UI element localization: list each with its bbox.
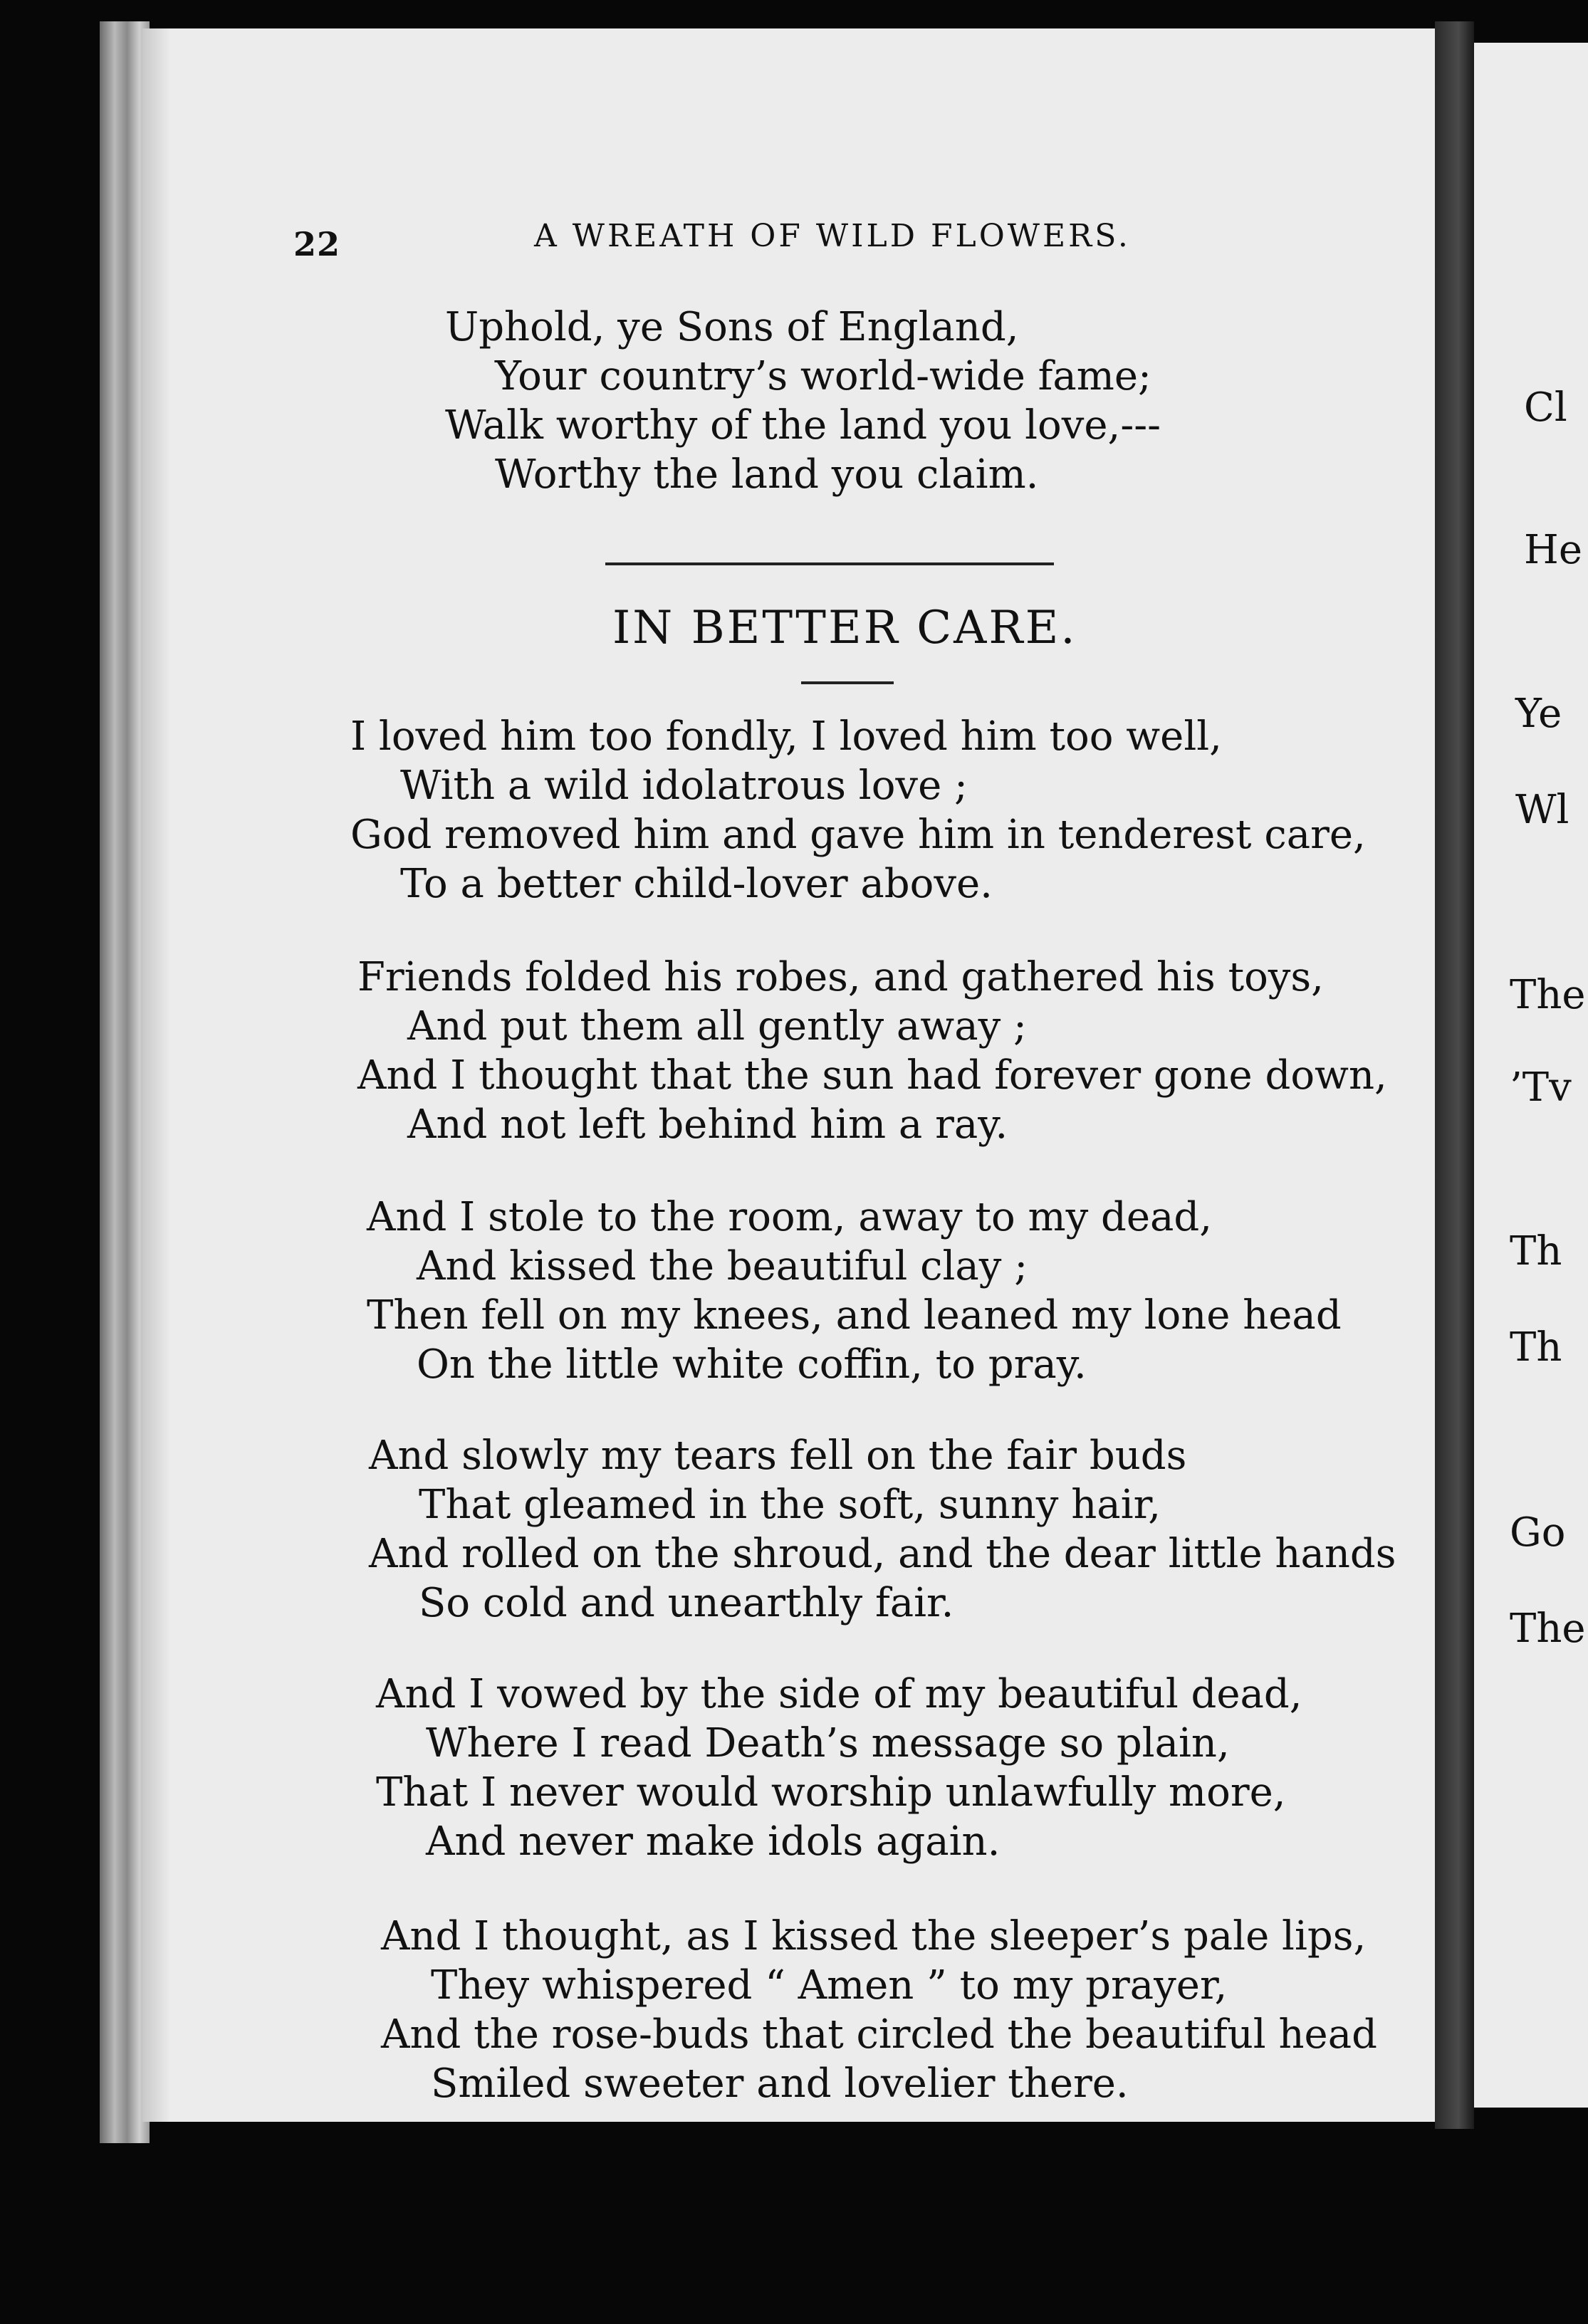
running-head: A WREATH OF WILD FLOWERS. bbox=[534, 218, 1131, 254]
verse-line: And never make idols again. bbox=[426, 1818, 1001, 1865]
section-divider bbox=[605, 562, 1054, 565]
verse-line: And the rose-buds that circled the beautiful head bbox=[381, 2011, 1377, 2058]
verse-line: That gleamed in the soft, sunny hair, bbox=[419, 1482, 1161, 1528]
facing-fragment: Wl bbox=[1515, 787, 1569, 833]
facing-fragment: The bbox=[1510, 1606, 1586, 1652]
verse-line: Then fell on my knees, and leaned my lone head bbox=[367, 1292, 1342, 1339]
verse-line: I loved him too fondly, I loved him too well, bbox=[350, 713, 1222, 760]
verse-line: And not left behind him a ray. bbox=[407, 1101, 1008, 1148]
facing-page bbox=[1474, 43, 1588, 2108]
verse-line: That I never would worship unlawfully more, bbox=[376, 1769, 1286, 1816]
verse-line: With a wild idolatrous love ; bbox=[400, 763, 968, 809]
stanza bbox=[367, 1193, 1342, 1389]
poem-title: IN BETTER CARE. bbox=[612, 602, 1077, 654]
facing-fragment: ’Tv bbox=[1510, 1064, 1572, 1111]
verse-line: Smiled sweeter and lovelier there. bbox=[431, 2061, 1129, 2107]
verse-line: Friends folded his robes, and gathered his toys, bbox=[357, 954, 1324, 1000]
facing-fragment: Th bbox=[1510, 1324, 1562, 1371]
verse-line: Uphold, ye Sons of England, bbox=[445, 304, 1019, 350]
facing-fragment: The bbox=[1510, 972, 1586, 1018]
verse-line: And I thought that the sun had forever gone down, bbox=[357, 1052, 1387, 1099]
stanza bbox=[357, 953, 1387, 1149]
verse-line: They whispered “ Amen ” to my prayer, bbox=[431, 1962, 1228, 2009]
verse-line: And kissed the beautiful clay ; bbox=[417, 1243, 1028, 1289]
page-number: 22 bbox=[293, 225, 341, 263]
stanza bbox=[350, 712, 1366, 909]
stanza bbox=[376, 1670, 1302, 1866]
facing-fragment: He bbox=[1524, 527, 1582, 573]
verse-line: And I vowed by the side of my beautiful dead, bbox=[376, 1671, 1302, 1717]
verse-line: And I thought, as I kissed the sleeper’s pale lips, bbox=[381, 1913, 1367, 1959]
verse-line: Walk worthy of the land you love,--- bbox=[445, 402, 1161, 449]
verse-line: And I stole to the room, away to my dead, bbox=[367, 1194, 1213, 1240]
verse-line: God removed him and gave him in tenderest care, bbox=[350, 812, 1366, 858]
facing-fragment: Cl bbox=[1524, 384, 1567, 431]
stanza bbox=[369, 1431, 1396, 1628]
facing-fragment: Go bbox=[1510, 1509, 1566, 1556]
verse-line: And put them all gently away ; bbox=[407, 1003, 1027, 1050]
verse-line: Where I read Death’s message so plain, bbox=[426, 1720, 1230, 1766]
verse-line: On the little white coffin, to pray. bbox=[417, 1341, 1087, 1388]
stanza bbox=[381, 1912, 1377, 2108]
verse-line: And rolled on the shroud, and the dear little hands bbox=[369, 1531, 1396, 1577]
book-gutter bbox=[1435, 21, 1474, 2129]
verse-line: To a better child-lover above. bbox=[400, 861, 993, 907]
title-rule bbox=[801, 681, 894, 684]
facing-fragment: Th bbox=[1510, 1228, 1562, 1274]
opening-stanza bbox=[445, 303, 1161, 499]
facing-fragment: Ye bbox=[1515, 691, 1562, 737]
verse-line: So cold and unearthly fair. bbox=[419, 1580, 954, 1626]
verse-line: Worthy the land you claim. bbox=[495, 451, 1039, 498]
verse-line: Your country’s world-wide fame; bbox=[495, 353, 1151, 399]
verse-line: And slowly my tears fell on the fair buds bbox=[369, 1433, 1187, 1479]
